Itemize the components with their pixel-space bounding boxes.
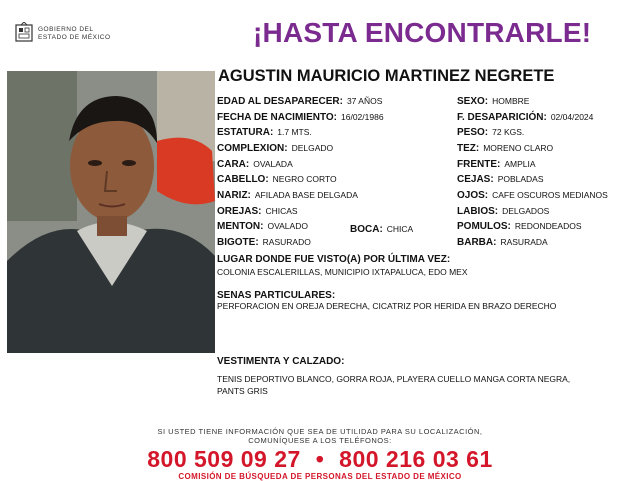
last-seen-text: COLONIA ESCALERILLAS, MUNICIPIO IXTAPALUCA, EDO MEX xyxy=(217,267,468,277)
field-forehead: FRENTE: AMPLIA xyxy=(457,159,536,170)
field-eyes: OJOS: CAFE OSCUROS MEDIANOS xyxy=(457,190,608,201)
footer-note-1: SI USTED TIENE INFORMACIÓN QUE SEA DE UTILIDAD PARA SU LOCALIZACIÓN, xyxy=(157,427,483,436)
header xyxy=(0,0,640,64)
field-ears: OREJAS: CHICAS xyxy=(217,206,298,217)
phone-number-2[interactable]: 800 216 03 61 xyxy=(339,446,493,472)
field-face: CARA: OVALADA xyxy=(217,159,293,170)
person-portrait-icon xyxy=(7,71,215,353)
phone-number-1[interactable]: 800 509 09 27 xyxy=(147,446,301,472)
marks-text: PERFORACION EN OREJA DERECHA, CICATRIZ POR HERIDA EN BRAZO DERECHO xyxy=(217,301,557,311)
field-age: EDAD AL DESAPARECER: 37 AÑOS xyxy=(217,96,383,107)
state-shield-icon xyxy=(14,22,34,44)
government-logo xyxy=(14,22,124,48)
footer-note-2: COMUNÍQUESE A LOS TELÉFONOS: xyxy=(248,436,392,445)
person-photo xyxy=(7,71,215,353)
field-height: ESTATURA: 1.7 MTS. xyxy=(217,127,312,138)
clothing-title: VESTIMENTA Y CALZADO: xyxy=(217,356,345,367)
clothing-text-line2: PANTS GRIS xyxy=(217,386,268,396)
field-chin: MENTON: OVALADO xyxy=(217,221,308,232)
field-beard: BARBA: RASURADA xyxy=(457,237,548,248)
commission-name: COMISIÓN DE BÚSQUEDA DE PERSONAS DEL ESTADO DE MÉXICO xyxy=(178,472,462,481)
field-disappearance-date: F. DESAPARICIÓN: 02/04/2024 xyxy=(457,112,594,123)
last-seen-title: LUGAR DONDE FUE VISTO(A) POR ÚLTIMA VEZ: xyxy=(217,254,451,265)
gov-line-2: ESTADO DE MÉXICO xyxy=(38,34,111,41)
field-eyebrows: CEJAS: POBLADAS xyxy=(457,174,544,185)
field-sex: SEXO: HOMBRE xyxy=(457,96,530,107)
field-mustache: BIGOTE: RASURADO xyxy=(217,237,311,248)
field-birthdate: FECHA DE NACIMIENTO: 16/02/1986 xyxy=(217,112,384,123)
gov-line-1: GOBIERNO DEL xyxy=(38,26,94,33)
field-complexion: TEZ: MORENO CLARO xyxy=(457,143,554,154)
field-hair: CABELLO: NEGRO CORTO xyxy=(217,174,337,185)
field-mouth: BOCA: CHICA xyxy=(350,224,414,235)
field-build: COMPLEXION: DELGADO xyxy=(217,143,334,154)
phone-numbers xyxy=(0,446,640,473)
clothing-text-line1: TENIS DEPORTIVO BLANCO, GORRA ROJA, PLAYERA CUELLO MANGA CORTA NEGRA, xyxy=(217,374,571,384)
field-weight: PESO: 72 KGS. xyxy=(457,127,525,138)
field-lips: LABIOS: DELGADOS xyxy=(457,206,550,217)
marks-title: SENAS PARTICULARES: xyxy=(217,290,336,301)
phone-separator: • xyxy=(315,446,325,472)
person-name: AGUSTIN MAURICIO MARTINEZ NEGRETE xyxy=(218,67,555,85)
field-nose: NARIZ: AFILADA BASE DELGADA xyxy=(217,190,358,201)
field-cheekbones: POMULOS: REDONDEADOS xyxy=(457,221,582,232)
slogan-title: ¡HASTA ENCONTRARLE! xyxy=(253,17,592,48)
